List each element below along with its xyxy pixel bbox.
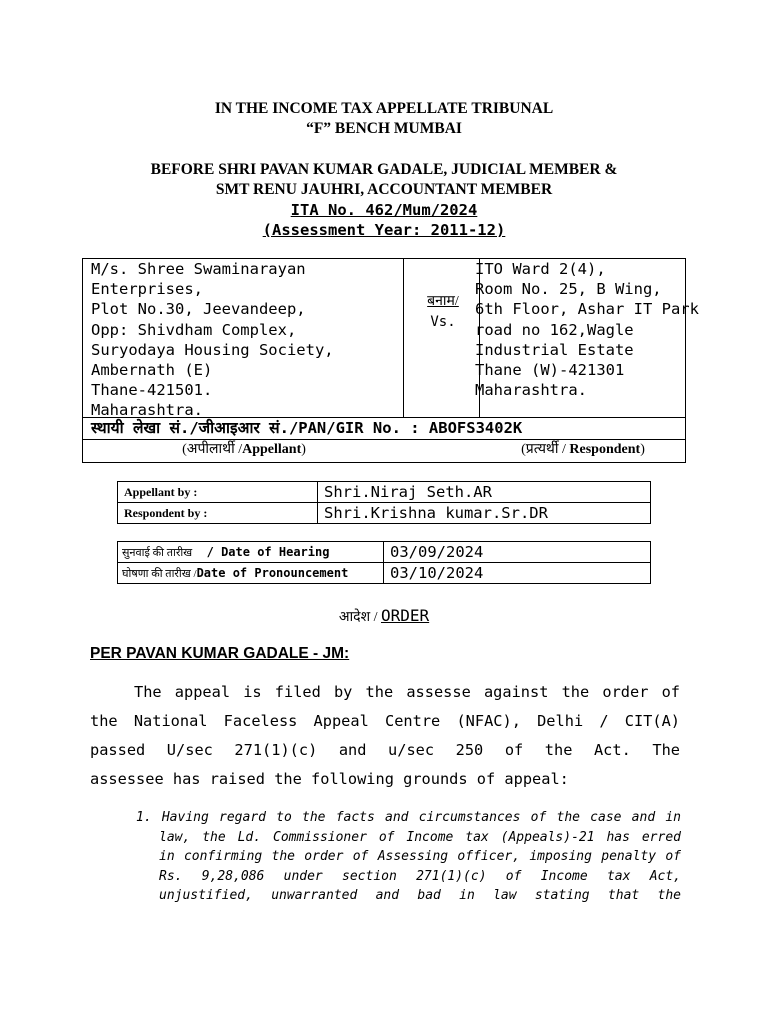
ground-line: 1. Having regard to the facts and circumstances of the case and in bbox=[136, 810, 681, 825]
order-heading-hindi: आदेश / bbox=[338, 610, 381, 625]
paragraph-line: the National Faceless Appeal Centre (NFAC), Delhi / CIT(A) bbox=[90, 712, 680, 730]
pronouncement-date-value: 03/10/2024 bbox=[384, 563, 651, 584]
table-row bbox=[118, 542, 651, 563]
grounds-of-appeal bbox=[136, 808, 681, 906]
column-divider-left bbox=[403, 259, 404, 417]
appellant-by-label: Appellant by : bbox=[118, 482, 318, 503]
appellant-by-value: Shri.Niraj Seth.AR bbox=[318, 482, 651, 503]
order-paragraph bbox=[90, 678, 680, 794]
versus-hindi: बनाम/ bbox=[427, 294, 459, 309]
respondent-role-hindi: (प्रत्यर्थी / bbox=[521, 442, 570, 457]
appellant-address: M/s. Shree Swaminarayan Enterprises, Plot No.30, Jeevandeep, Opp: Shivdham Complex, Suryodaya Housing Society, Ambernath (E) Thane-421501. Maharashtra. bbox=[91, 260, 334, 420]
hearing-date-label bbox=[118, 542, 384, 563]
paragraph-line: The appeal is filed by the assesse against the order of bbox=[134, 683, 680, 701]
hearing-date-value: 03/09/2024 bbox=[384, 542, 651, 563]
respondent-by-value: Shri.Krishna kumar.Sr.DR bbox=[318, 503, 651, 524]
appellant-role-hindi: (अपीलार्थी / bbox=[182, 442, 243, 457]
respondent-address: ITO Ward 2(4), Room No. 25, B Wing, 6th Floor, Ashar IT Park road no 162,Wagle Industrial Estate Thane (W)-421301 Maharashtra. bbox=[475, 260, 699, 400]
bench-title: “F” BENCH MUMBAI bbox=[306, 120, 462, 137]
pronouncement-date-en: Date of Pronouncement bbox=[196, 565, 349, 580]
ita-number: ITA No. 462/Mum/2024 bbox=[290, 201, 478, 219]
respondent-by-label: Respondent by : bbox=[118, 503, 318, 524]
per-member-heading: PER PAVAN KUMAR GADALE - JM: bbox=[90, 645, 350, 662]
table-row bbox=[118, 482, 651, 503]
pronouncement-date-label bbox=[118, 563, 384, 584]
representatives-table bbox=[117, 481, 651, 524]
versus-cell bbox=[405, 291, 481, 333]
order-heading-en: ORDER bbox=[380, 606, 430, 625]
paragraph-line: assessee has raised the following grounds of appeal: bbox=[90, 770, 569, 788]
ground-line: law, the Ld. Commissioner of Income tax (Appeals)-21 has erred bbox=[159, 829, 681, 845]
appellant-role: (अपीलार्थी /Appellant) bbox=[182, 442, 306, 457]
table-row bbox=[118, 503, 651, 524]
paragraph-line: passed U/sec 271(1)(c) and u/sec 250 of the Act. The bbox=[90, 741, 680, 759]
ground-line: Rs. 9,28,086 under section 271(1)(c) of Income tax Act, bbox=[159, 868, 681, 884]
respondent-role-label: Respondent bbox=[569, 442, 641, 457]
ground-line: unjustified, unwarranted and bad in law stating that the bbox=[159, 888, 681, 904]
parties-table bbox=[82, 258, 699, 463]
order-heading bbox=[0, 606, 768, 626]
coram-line-1: BEFORE SHRI PAVAN KUMAR GADALE, JUDICIAL MEMBER & bbox=[150, 161, 618, 178]
appellant-role-label: Appellant bbox=[242, 442, 302, 457]
pan-number: स्थायी लेखा सं./जीआइआर सं./PAN/GIR No. : ABOFS3402K bbox=[91, 419, 523, 437]
respondent-role: (प्रत्यर्थी / Respondent) bbox=[521, 442, 645, 457]
hearing-date-en: / Date of Hearing bbox=[192, 544, 330, 559]
dates-table bbox=[117, 541, 651, 584]
pronouncement-date-hindi: घोषणा की तारीख / bbox=[122, 567, 197, 580]
table-row bbox=[118, 563, 651, 584]
hearing-date-hindi: सुनवाई की तारीख bbox=[122, 546, 193, 559]
tribunal-title: IN THE INCOME TAX APPELLATE TRIBUNAL bbox=[214, 100, 554, 117]
coram-line-2: SMT RENU JAUHRI, ACCOUNTANT MEMBER bbox=[215, 181, 553, 198]
versus-label: Vs. bbox=[430, 314, 456, 330]
assessment-year: (Assessment Year: 2011-12) bbox=[262, 221, 506, 239]
ground-line: in confirming the order of Assessing officer, imposing penalty of bbox=[159, 849, 681, 865]
